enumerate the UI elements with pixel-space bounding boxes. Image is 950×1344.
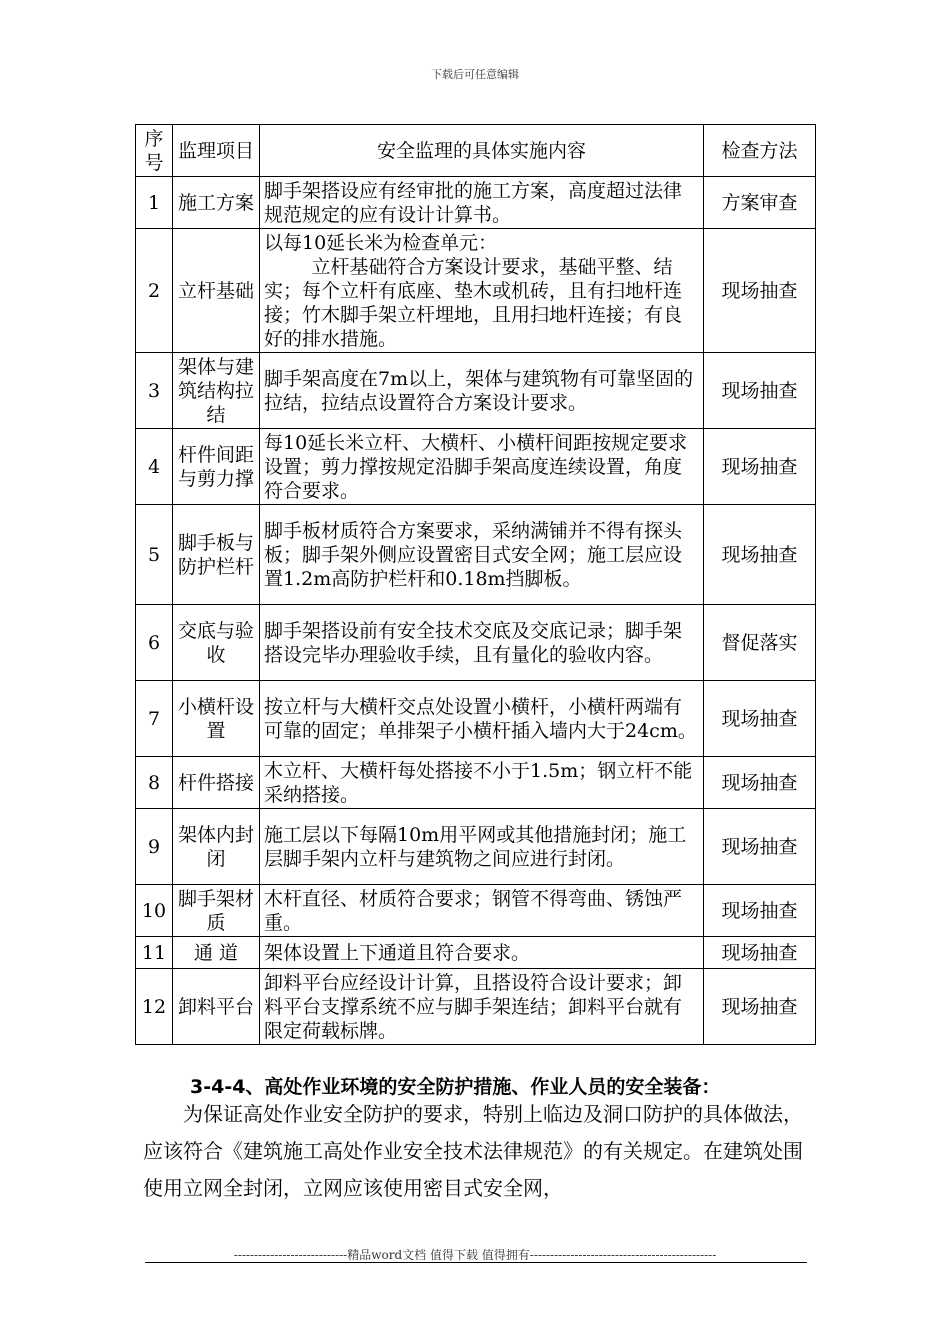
row-method: 现场抽查 (704, 885, 816, 937)
table-row (136, 429, 816, 505)
row-method: 现场抽查 (704, 505, 816, 605)
table-row (136, 229, 816, 353)
row-content: 脚手板材质符合方案要求，采纳满铺并不得有探头板；脚手架外侧应设置密目式安全网；施工层应设置1.2m高防护栏杆和0.18m挡脚板。 (260, 505, 704, 605)
header-note: 下载后可任意编辑 (431, 68, 519, 81)
row-no: 9 (136, 809, 173, 885)
row-content: 架体设置上下通道且符合要求。 (260, 937, 704, 969)
row-item: 通 道 (173, 937, 260, 969)
table-row (136, 757, 816, 809)
table-row (136, 809, 816, 885)
table-row (136, 885, 816, 937)
table-row (136, 681, 816, 757)
row-method: 现场抽查 (704, 429, 816, 505)
row-no: 3 (136, 353, 173, 429)
row-content-line: 以每10延长米为检查单元： (264, 231, 498, 254)
row-no: 12 (136, 969, 173, 1045)
row-method: 现场抽查 (704, 681, 816, 757)
row-content: 施工层以下每隔10m用平网或其他措施封闭；施工层脚手架内立杆与建筑物之间应进行封闭。 (260, 809, 704, 885)
footer-text: ----------------------------精品word文档 值得下载 值得拥有---------------------------------------------- (233, 1248, 717, 1262)
row-item: 施工方案 (173, 177, 260, 229)
row-method: 现场抽查 (704, 809, 816, 885)
row-method: 督促落实 (704, 605, 816, 681)
supervision-table (135, 124, 816, 1045)
row-method: 现场抽查 (704, 353, 816, 429)
row-no: 11 (136, 937, 173, 969)
row-item: 杆件间距与剪力撑 (173, 429, 260, 505)
body-paragraph (143, 1096, 808, 1207)
row-item: 小横杆设置 (173, 681, 260, 757)
header-method: 检查方法 (704, 125, 816, 177)
section-heading: 3-4-4、高处作业环境的安全防护措施、作业人员的安全装备： (190, 1076, 721, 1098)
row-no: 6 (136, 605, 173, 681)
row-item: 脚手板与防护栏杆 (173, 505, 260, 605)
row-item: 杆件搭接 (173, 757, 260, 809)
row-content: 每10延长米立杆、大横杆、小横杆间距按规定要求设置；剪力撑按规定沿脚手架高度连续设置，角度符合要求。 (260, 429, 704, 505)
table-row (136, 605, 816, 681)
header-no: 序号 (136, 125, 173, 177)
table-header-row (136, 125, 816, 177)
row-content: 按立杆与大横杆交点处设置小横杆，小横杆两端有可靠的固定；单排架子小横杆插入墙内大于24cm。 (260, 681, 704, 757)
row-content: 脚手架搭设应有经审批的施工方案，高度超过法律规范规定的应有设计计算书。 (260, 177, 704, 229)
header-content: 安全监理的具体实施内容 (260, 125, 704, 177)
row-method: 现场抽查 (704, 969, 816, 1045)
paragraph-text: 为保证高处作业安全防护的要求，特别上临边及洞口防护的具体做法，应该符合《建筑施工高处作业安全技术法律规范》的有关规定。在建筑处围使用立网全封闭，立网应该使用密目式安全网， (143, 1102, 803, 1200)
row-item: 架体内封闭 (173, 809, 260, 885)
table-row (136, 937, 816, 969)
row-content: 木杆直径、材质符合要求；钢管不得弯曲、锈蚀严重。 (260, 885, 704, 937)
table-row (136, 969, 816, 1045)
row-item: 立杆基础 (173, 229, 260, 353)
row-content: 脚手架高度在7m以上，架体与建筑物有可靠坚固的拉结，拉结点设置符合方案设计要求。 (260, 353, 704, 429)
row-no: 2 (136, 229, 173, 353)
row-method: 现场抽查 (704, 757, 816, 809)
row-no: 1 (136, 177, 173, 229)
row-method: 现场抽查 (704, 229, 816, 353)
row-item: 卸料平台 (173, 969, 260, 1045)
row-content: 木立杆、大横杆每处搭接不小于1.5m；钢立杆不能采纳搭接。 (260, 757, 704, 809)
table-row (136, 177, 816, 229)
table-row (136, 505, 816, 605)
row-item: 架体与建筑结构拉结 (173, 353, 260, 429)
row-item: 交底与验收 (173, 605, 260, 681)
row-content: 脚手架搭设前有安全技术交底及交底记录；脚手架搭设完毕办理验收手续，且有量化的验收内容。 (260, 605, 704, 681)
row-method: 方案审查 (704, 177, 816, 229)
row-content-line: 立杆基础符合方案设计要求，基础平整、结实；每个立杆有底座、垫木或机砖，且有扫地杆连接；竹木脚手架立杆埋地，且用扫地杆连接；有良好的排水措施。 (264, 255, 683, 350)
row-no: 7 (136, 681, 173, 757)
table-row (136, 353, 816, 429)
row-no: 10 (136, 885, 173, 937)
row-no: 5 (136, 505, 173, 605)
row-item: 脚手架材质 (173, 885, 260, 937)
header-item: 监理项目 (173, 125, 260, 177)
row-content: 卸料平台应经设计计算，且搭设符合设计要求；卸料平台支撑系统不应与脚手架连结；卸料平台就有限定荷载标牌。 (260, 969, 704, 1045)
row-method: 现场抽查 (704, 937, 816, 969)
row-no: 4 (136, 429, 173, 505)
footer-divider (145, 1262, 807, 1263)
row-no: 8 (136, 757, 173, 809)
row-content (260, 229, 704, 353)
